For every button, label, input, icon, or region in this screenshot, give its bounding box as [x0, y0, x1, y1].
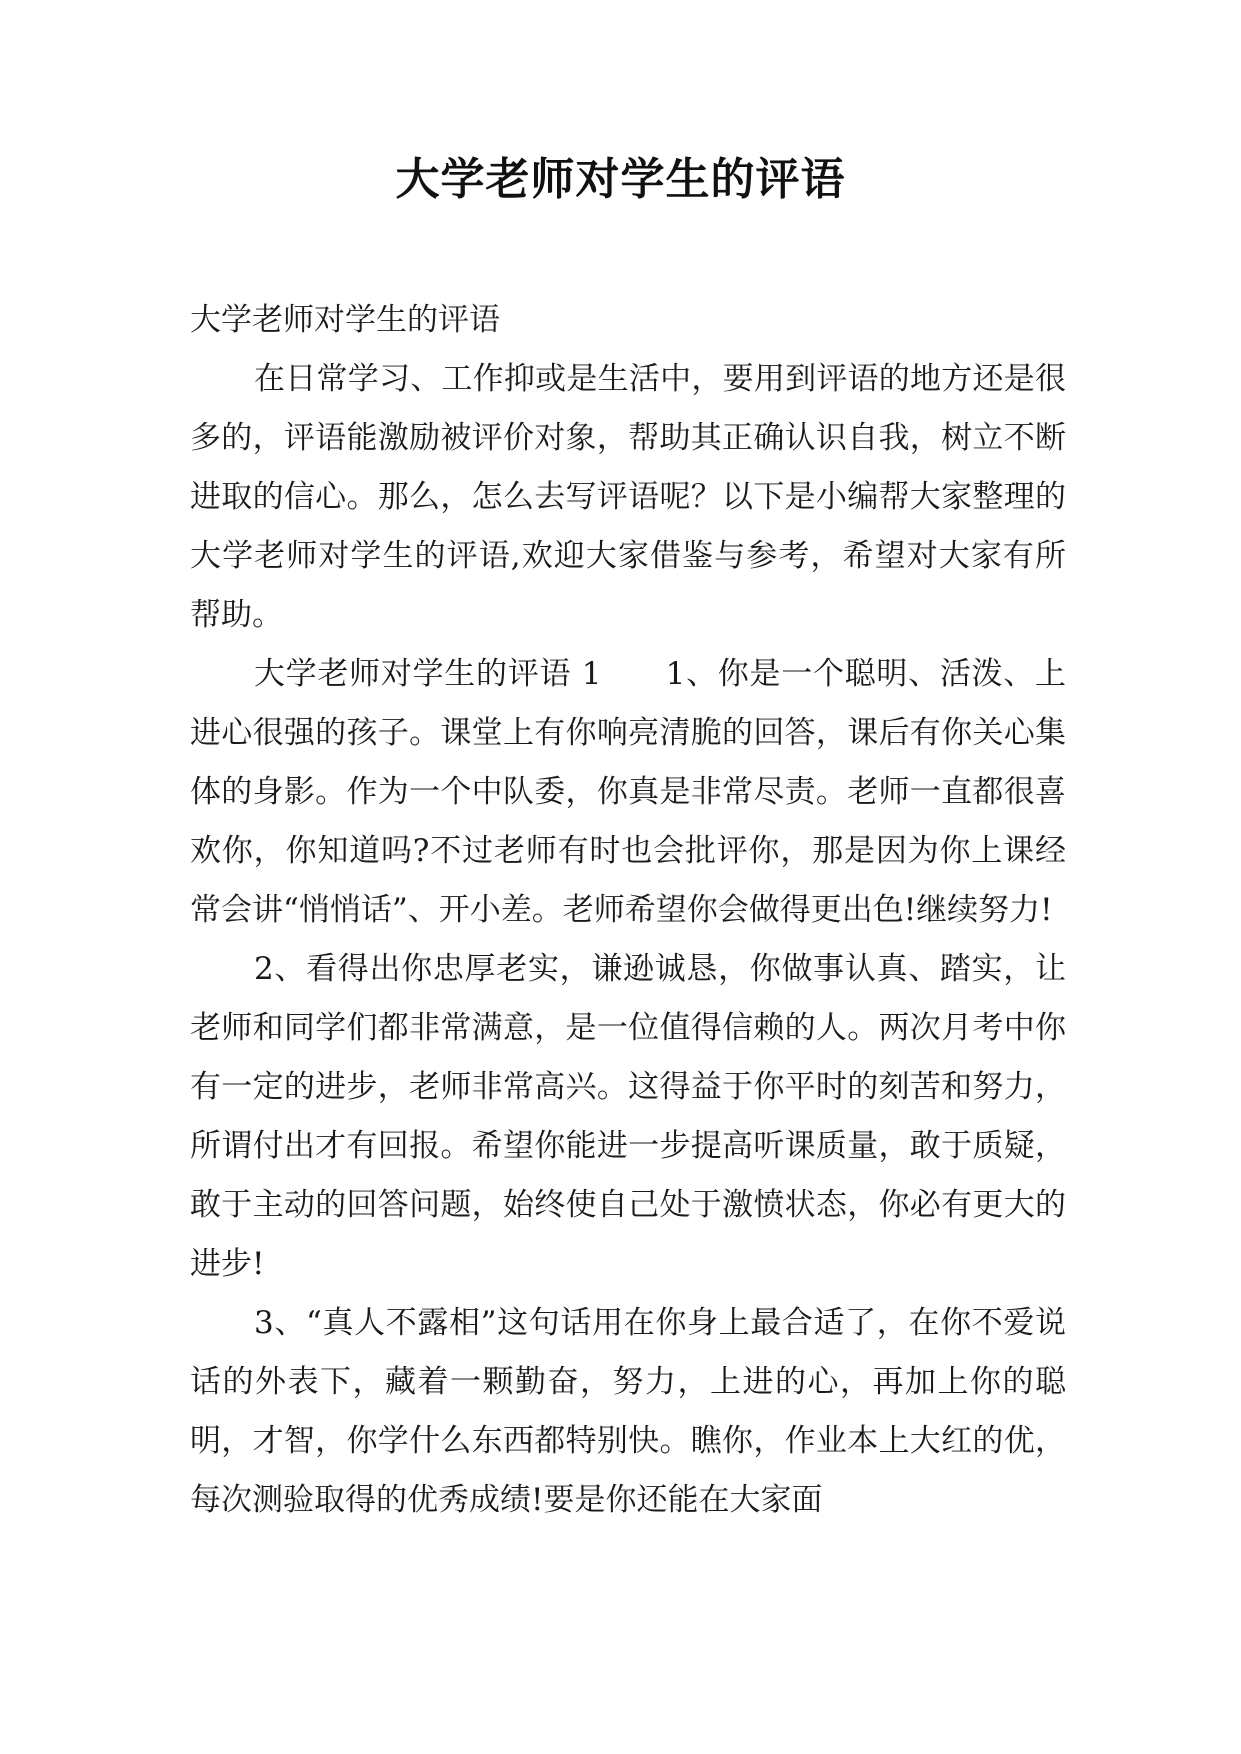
comment-paragraph-3: 3、“真人不露相”这句话用在你身上最合适了，在你不爱说话的外表下，藏着一颗勤奋，努力，上进的心，再加上你的聪明，才智，你学什么东西都特别快。瞧你，作业本上大红的优，每次测验取得的优秀成绩!要是你还能在大家面 — [190, 1305, 1066, 1518]
comment-paragraph-1: 大学老师对学生的评语 1 1、你是一个聪明、活泼、上进心很强的孩子。课堂上有你响亮清脆的回答，课后有你关心集体的身影。作为一个中队委，你真是非常尽责。老师一直都很喜欢你，你知道吗?不过老师有时也会批评你，那是因为你上课经常会讲“悄悄话”、开小差。老师希望你会做得更出色!继续努力! — [190, 656, 1066, 928]
document-body — [190, 291, 1066, 1530]
document-title: 大学老师对学生的评语 — [395, 154, 846, 205]
intro-paragraph: 在日常学习、工作抑或是生活中，要用到评语的地方还是很多的，评语能激励被评价对象，帮助其正确认识自我，树立不断进取的信心。那么，怎么去写评语呢？以下是小编帮大家整理的大学老师对学生的评语,欢迎大家借鉴与参考，希望对大家有所帮助。 — [190, 361, 1066, 633]
comment-paragraph-2: 2、看得出你忠厚老实，谦逊诚恳，你做事认真、踏实，让老师和同学们都非常满意，是一位值得信赖的人。两次月考中你有一定的进步，老师非常高兴。这得益于你平时的刻苦和努力，所谓付出才有回报。希望你能进一步提高听课质量，敢于质疑，敢于主动的回答问题，始终使自己处于激愤状态，你必有更大的进步! — [190, 951, 1066, 1282]
subtitle-paragraph: 大学老师对学生的评语 — [190, 302, 500, 338]
